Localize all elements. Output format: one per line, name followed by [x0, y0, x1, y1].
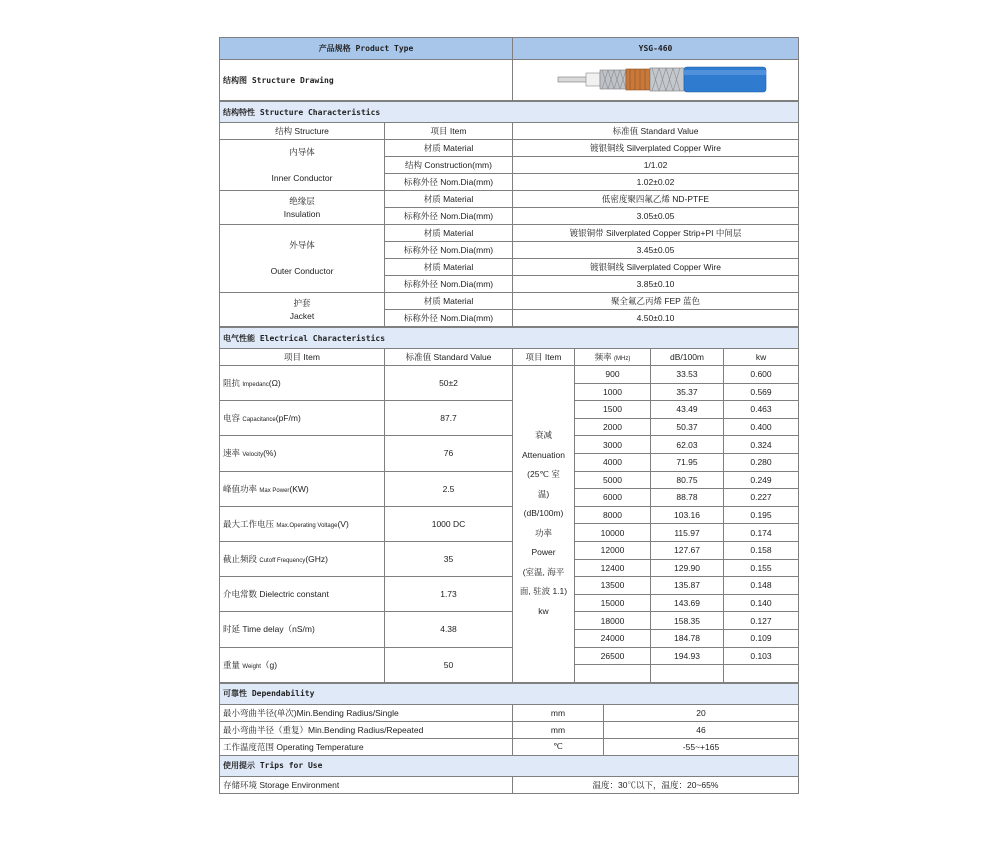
coax-cable-drawing-icon: [516, 60, 786, 100]
structure-drawing-cell: [513, 60, 799, 101]
attenuation-freq: 900: [575, 366, 651, 384]
attenuation-kw: 0.280: [724, 453, 799, 471]
electrical-table: [219, 327, 799, 683]
attenuation-freq: 2000: [575, 418, 651, 436]
param-name: 最大工作电压 Max.Operating Voltage(V): [220, 506, 385, 541]
param-value: 1000 DC: [385, 506, 513, 541]
param-value: 76: [385, 436, 513, 471]
attenuation-freq: 15000: [575, 594, 651, 612]
col-frequency: 频率 (MHz): [575, 349, 651, 366]
col-standard-value: 标准值 Standard Value: [513, 123, 799, 140]
outer-value: 镀银铜线 Silverplated Copper Wire: [513, 259, 799, 276]
jacket-label: 护套 Jacket: [220, 293, 385, 327]
attenuation-freq: [575, 665, 651, 683]
attenuation-kw: 0.103: [724, 647, 799, 665]
attenuation-freq: 10000: [575, 524, 651, 542]
attenuation-db: 62.03: [651, 436, 724, 454]
inner-value: 1/1.02: [513, 157, 799, 174]
attenuation-freq: 24000: [575, 629, 651, 647]
product-model: YSG-460: [513, 38, 799, 60]
attenuation-label: 衰减 Attenuation (25℃ 室 温) (dB/100m) 功率 Power (室温, 海平 面, 驻波 1.1) kw: [513, 366, 575, 683]
dependability-unit: ℃: [513, 738, 604, 755]
insulation-label: 绝缘层 Insulation: [220, 191, 385, 225]
param-name: 截止频段 Cutoff Frequency(GHz): [220, 541, 385, 576]
insulation-value: 低密度聚四氟乙烯 ND-PTFE: [513, 191, 799, 208]
attenuation-freq: 1500: [575, 401, 651, 419]
param-name: 阻抗 Impedanc(Ω): [220, 366, 385, 401]
attenuation-freq: 4000: [575, 453, 651, 471]
jacket-value: 聚全氟乙丙烯 FEP 蓝色: [513, 293, 799, 310]
header-table: [219, 37, 799, 101]
outer-item: 标称外径 Nom.Dia(mm): [385, 276, 513, 293]
outer-item: 材质 Material: [385, 225, 513, 242]
attenuation-db: 127.67: [651, 541, 724, 559]
outer-conductor-label: 外导体 Outer Conductor: [220, 225, 385, 293]
attenuation-db: 135.87: [651, 577, 724, 595]
inner-conductor-label: 内导体 Inner Conductor: [220, 140, 385, 191]
attenuation-kw: 0.127: [724, 612, 799, 630]
jacket-item: 标称外径 Nom.Dia(mm): [385, 310, 513, 327]
param-value: 4.38: [385, 612, 513, 647]
param-name: 重量 Weight（g): [220, 647, 385, 682]
param-name: 速率 Velocity(%): [220, 436, 385, 471]
insulation-item: 材质 Material: [385, 191, 513, 208]
col-param-value: 标准值 Standard Value: [385, 349, 513, 366]
structure-drawing-label: 结构图 Structure Drawing: [220, 60, 513, 101]
param-name: 电容 Capacitance(pF/m): [220, 401, 385, 436]
dependability-value: 46: [604, 721, 799, 738]
col-param-item: 项目 Item: [220, 349, 385, 366]
jacket-item: 材质 Material: [385, 293, 513, 310]
jacket-value: 4.50±0.10: [513, 310, 799, 327]
attenuation-db: 35.37: [651, 383, 724, 401]
attenuation-db: 88.78: [651, 489, 724, 507]
attenuation-kw: 0.155: [724, 559, 799, 577]
col-structure: 结构 Structure: [220, 123, 385, 140]
dependability-table: [219, 683, 799, 794]
attenuation-db: 115.97: [651, 524, 724, 542]
attenuation-db: 43.49: [651, 401, 724, 419]
attenuation-kw: 0.400: [724, 418, 799, 436]
attenuation-db: 50.37: [651, 418, 724, 436]
attenuation-freq: 13500: [575, 577, 651, 595]
outer-value: 3.85±0.10: [513, 276, 799, 293]
insulation-item: 标称外径 Nom.Dia(mm): [385, 208, 513, 225]
col-kw: kw: [724, 349, 799, 366]
col-item: 项目 Item: [385, 123, 513, 140]
storage-environment-value: 温度：30℃以下，温度：20~65%: [513, 776, 799, 793]
attenuation-freq: 18000: [575, 612, 651, 630]
storage-environment-label: 存储环境 Storage Environment: [220, 776, 513, 793]
inner-item: 标称外径 Nom.Dia(mm): [385, 174, 513, 191]
inner-value: 镀银铜线 Silverplated Copper Wire: [513, 140, 799, 157]
param-value: 50±2: [385, 366, 513, 401]
electrical-section-title: 电气性能 Electrical Characteristics: [220, 328, 799, 349]
param-value: 35: [385, 541, 513, 576]
dependability-value: -55~+165: [604, 738, 799, 755]
param-value: 87.7: [385, 401, 513, 436]
inner-value: 1.02±0.02: [513, 174, 799, 191]
outer-item: 标称外径 Nom.Dia(mm): [385, 242, 513, 259]
attenuation-freq: 26500: [575, 647, 651, 665]
spec-sheet: [219, 37, 798, 794]
attenuation-kw: 0.148: [724, 577, 799, 595]
param-name: 介电常数 Dielectric constant: [220, 577, 385, 612]
outer-value: 3.45±0.05: [513, 242, 799, 259]
attenuation-kw: 0.569: [724, 383, 799, 401]
attenuation-db: 103.16: [651, 506, 724, 524]
attenuation-freq: 3000: [575, 436, 651, 454]
param-value: 2.5: [385, 471, 513, 506]
attenuation-kw: 0.463: [724, 401, 799, 419]
attenuation-db: 158.35: [651, 612, 724, 630]
param-value: 1.73: [385, 577, 513, 612]
attenuation-freq: 5000: [575, 471, 651, 489]
param-name: 时延 Time delay（nS/m): [220, 612, 385, 647]
attenuation-kw: 0.158: [724, 541, 799, 559]
structure-table: [219, 101, 799, 327]
dependability-unit: mm: [513, 721, 604, 738]
dependability-name: 最小弯曲半径（重复）Min.Bending Radius/Repeated: [220, 721, 513, 738]
attenuation-db: 194.93: [651, 647, 724, 665]
attenuation-freq: 12000: [575, 541, 651, 559]
outer-value: 镀银铜带 Silverplated Copper Strip+PI 中间层: [513, 225, 799, 242]
dependability-value: 20: [604, 704, 799, 721]
structure-section-title: 结构特性 Structure Characteristics: [220, 102, 799, 123]
attenuation-kw: [724, 665, 799, 683]
attenuation-freq: 6000: [575, 489, 651, 507]
inner-item: 结构 Construction(mm): [385, 157, 513, 174]
tips-section-title: 使用提示 Trips for Use: [220, 755, 799, 776]
attenuation-db: 80.75: [651, 471, 724, 489]
dependability-unit: mm: [513, 704, 604, 721]
dependability-name: 最小弯曲半径(单次)Min.Bending Radius/Single: [220, 704, 513, 721]
col-db: dB/100m: [651, 349, 724, 366]
outer-item: 材质 Material: [385, 259, 513, 276]
product-type-label: 产品规格 Product Type: [220, 38, 513, 60]
insulation-value: 3.05±0.05: [513, 208, 799, 225]
attenuation-db: 33.53: [651, 366, 724, 384]
attenuation-db: 129.90: [651, 559, 724, 577]
attenuation-kw: 0.249: [724, 471, 799, 489]
col-item2: 项目 Item: [513, 349, 575, 366]
attenuation-kw: 0.174: [724, 524, 799, 542]
attenuation-db: 143.69: [651, 594, 724, 612]
attenuation-freq: 8000: [575, 506, 651, 524]
dependability-name: 工作温度范围 Operating Temperature: [220, 738, 513, 755]
param-name: 峰值功率 Max Power(KW): [220, 471, 385, 506]
attenuation-kw: 0.195: [724, 506, 799, 524]
dependability-section-title: 可靠性 Dependability: [220, 683, 799, 704]
attenuation-kw: 0.140: [724, 594, 799, 612]
attenuation-db: 184.78: [651, 629, 724, 647]
attenuation-kw: 0.600: [724, 366, 799, 384]
attenuation-db: [651, 665, 724, 683]
attenuation-kw: 0.109: [724, 629, 799, 647]
attenuation-freq: 1000: [575, 383, 651, 401]
attenuation-kw: 0.324: [724, 436, 799, 454]
attenuation-db: 71.95: [651, 453, 724, 471]
attenuation-freq: 12400: [575, 559, 651, 577]
inner-item: 材质 Material: [385, 140, 513, 157]
param-value: 50: [385, 647, 513, 682]
attenuation-kw: 0.227: [724, 489, 799, 507]
